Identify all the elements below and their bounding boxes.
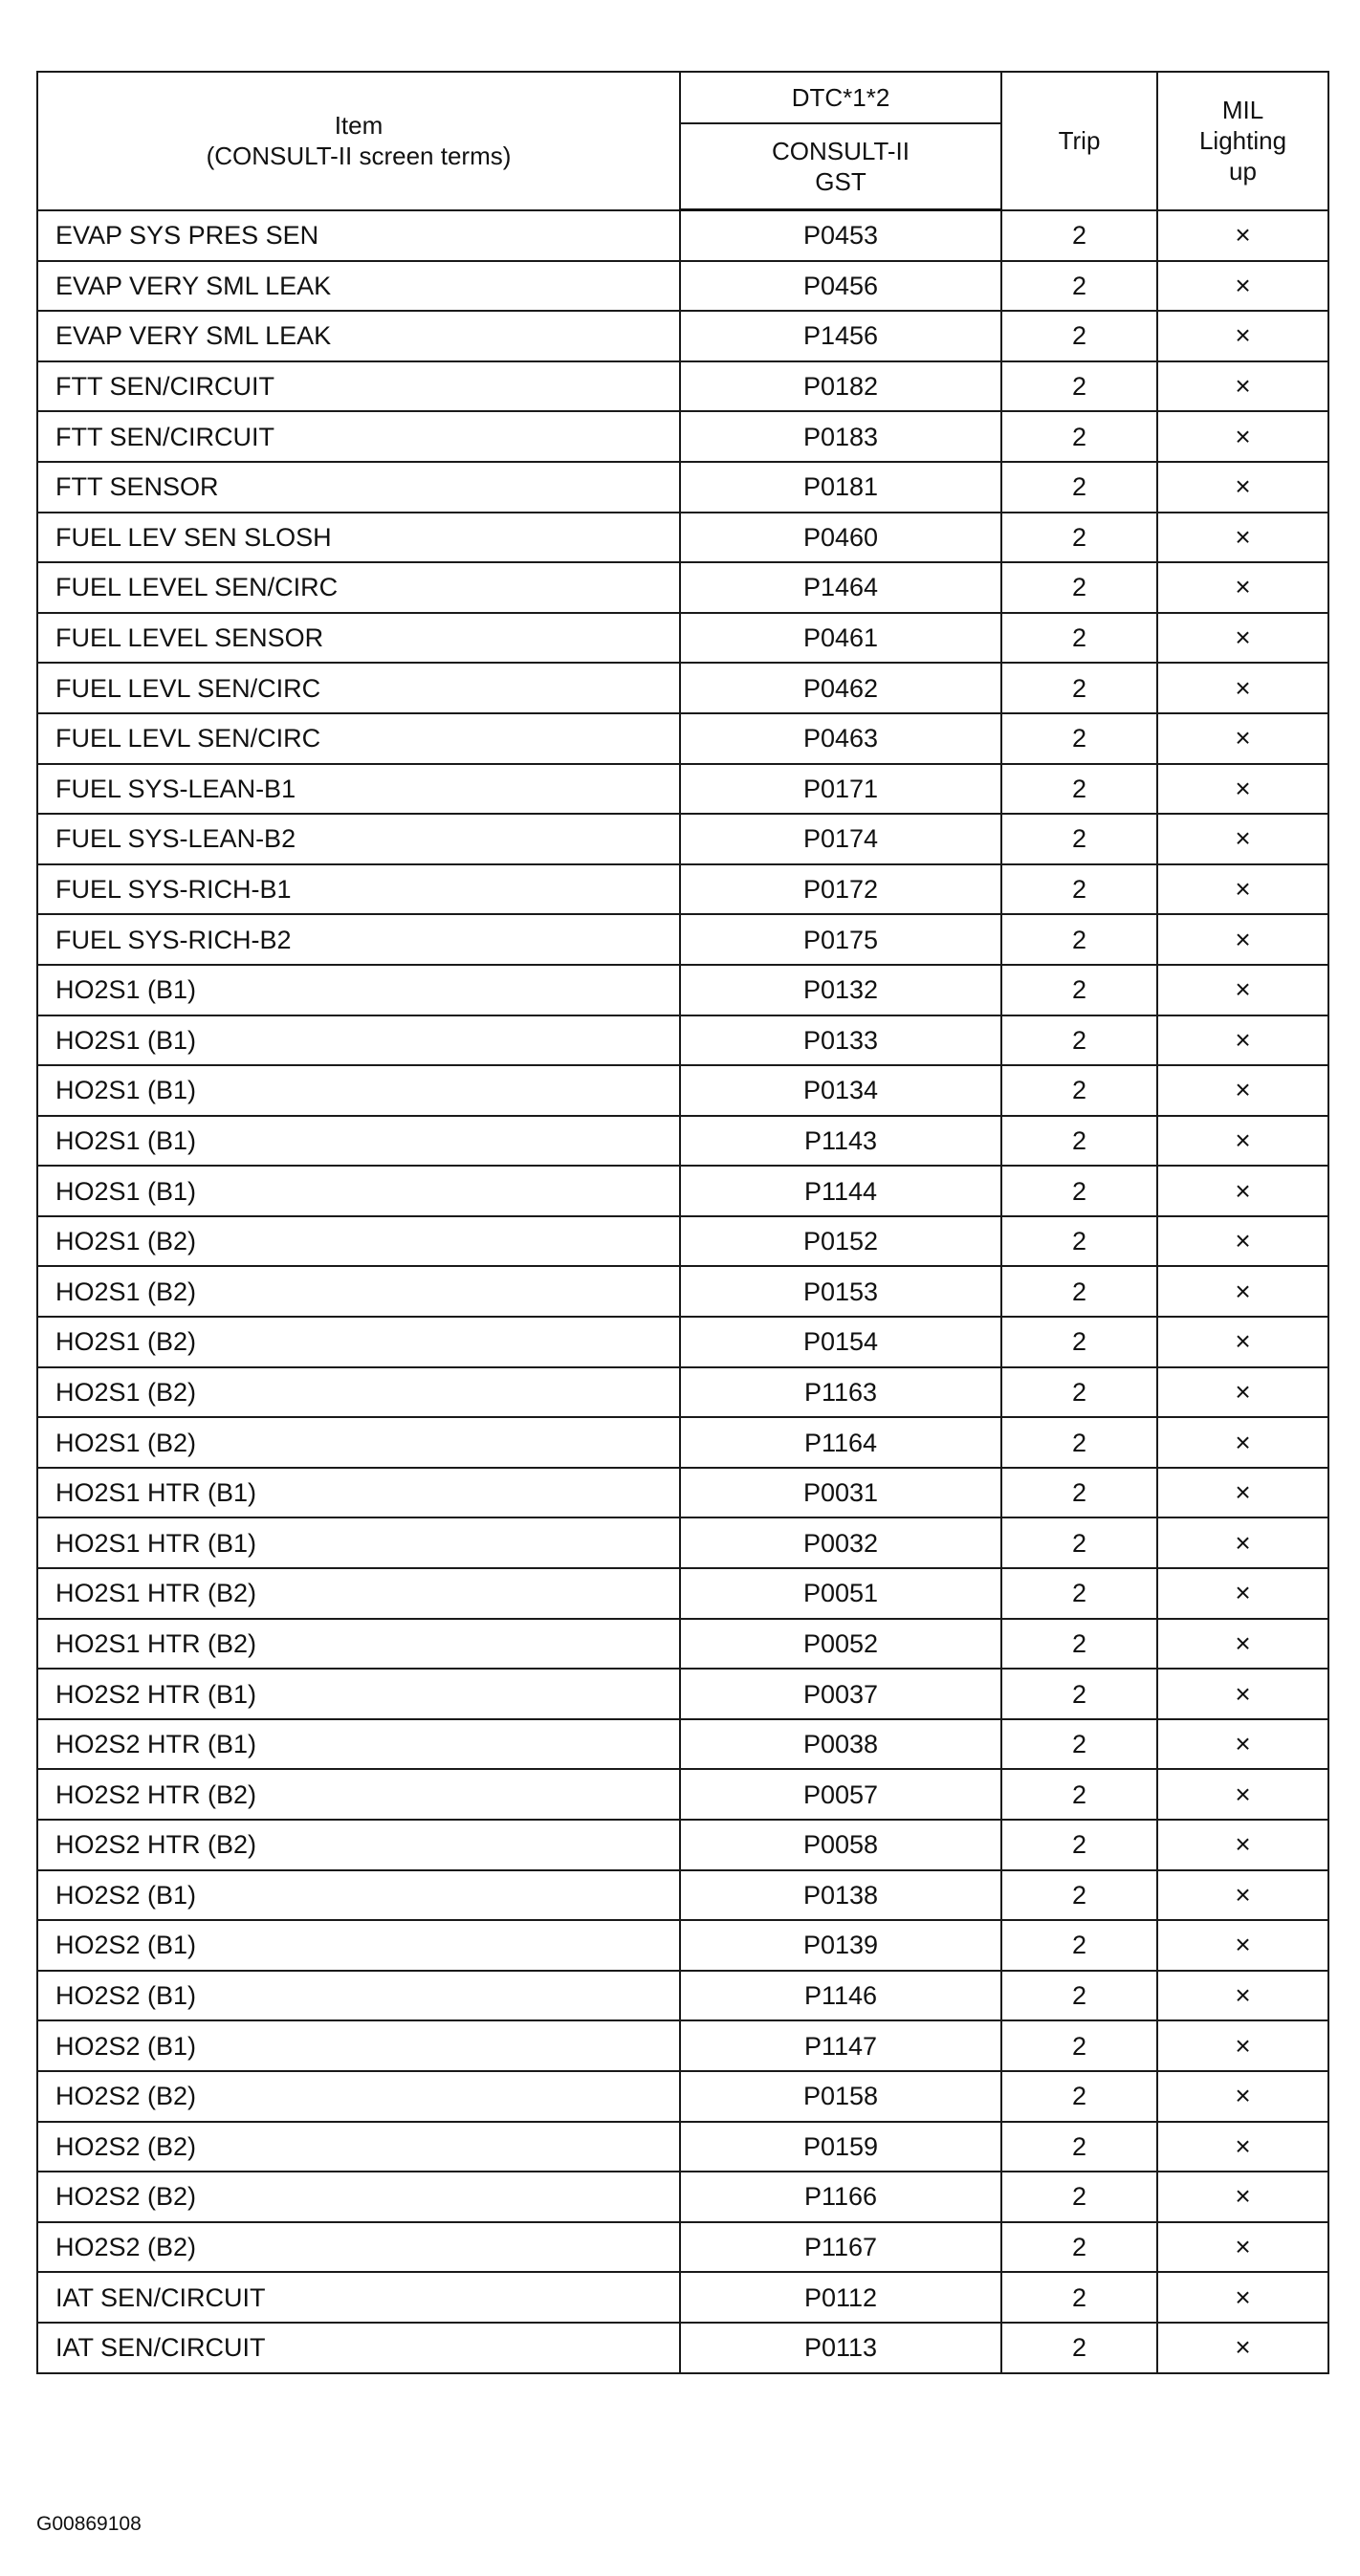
mil-cell: ×: [1157, 1266, 1328, 1317]
mil-cell: ×: [1157, 864, 1328, 915]
dtc-code-cell: P1147: [680, 2020, 1001, 2071]
table-row: [37, 1116, 1328, 1167]
table-row: [37, 1920, 1328, 1971]
trip-cell: 2: [1001, 562, 1157, 613]
mil-cell: ×: [1157, 361, 1328, 412]
header-row-top: [37, 72, 1328, 123]
dtc-code-cell: P0057: [680, 1769, 1001, 1820]
trip-cell: 2: [1001, 2122, 1157, 2172]
mil-cell: ×: [1157, 2020, 1328, 2071]
table-row: [37, 764, 1328, 815]
table-row: [37, 210, 1328, 261]
dtc-code-cell: P0058: [680, 1820, 1001, 1870]
item-cell: HO2S1 (B2): [37, 1317, 680, 1367]
table-row: [37, 1417, 1328, 1468]
trip-cell: 2: [1001, 2071, 1157, 2122]
trip-cell: 2: [1001, 914, 1157, 965]
trip-cell: 2: [1001, 1719, 1157, 1770]
dtc-code-cell: P0138: [680, 1870, 1001, 1921]
mil-cell: ×: [1157, 411, 1328, 462]
item-cell: HO2S1 (B2): [37, 1367, 680, 1418]
item-cell: FUEL SYS-RICH-B1: [37, 864, 680, 915]
table-header: [37, 72, 1328, 210]
table-body: [37, 210, 1328, 2373]
trip-cell: 2: [1001, 1216, 1157, 1267]
table-row: [37, 1619, 1328, 1670]
dtc-code-cell: P0461: [680, 613, 1001, 664]
trip-cell: 2: [1001, 613, 1157, 664]
item-cell: IAT SEN/CIRCUIT: [37, 2323, 680, 2373]
item-header-subtitle: (CONSULT-II screen terms): [206, 142, 512, 171]
dtc-code-cell: P0032: [680, 1517, 1001, 1568]
item-column-header: [37, 72, 680, 210]
trip-cell: 2: [1001, 210, 1157, 261]
dtc-column-header: DTC*1*2: [680, 72, 1001, 123]
mil-cell: ×: [1157, 2222, 1328, 2273]
dtc-code-cell: P0113: [680, 2323, 1001, 2373]
trip-cell: 2: [1001, 1367, 1157, 1418]
trip-cell: 2: [1001, 764, 1157, 815]
item-cell: FTT SEN/CIRCUIT: [37, 361, 680, 412]
table-row: [37, 1517, 1328, 1568]
trip-cell: 2: [1001, 1116, 1157, 1167]
dtc-code-cell: P0453: [680, 210, 1001, 261]
table-row: [37, 562, 1328, 613]
item-cell: HO2S2 (B1): [37, 2020, 680, 2071]
item-cell: HO2S1 (B1): [37, 1116, 680, 1167]
mil-cell: ×: [1157, 764, 1328, 815]
trip-cell: 2: [1001, 2272, 1157, 2323]
mil-cell: ×: [1157, 210, 1328, 261]
mil-cell: ×: [1157, 1719, 1328, 1770]
table-row: [37, 1367, 1328, 1418]
mil-cell: ×: [1157, 462, 1328, 513]
item-cell: HO2S1 (B1): [37, 1015, 680, 1066]
trip-cell: 2: [1001, 1266, 1157, 1317]
mil-column-header: [1157, 72, 1328, 210]
item-cell: EVAP SYS PRES SEN: [37, 210, 680, 261]
mil-cell: ×: [1157, 1820, 1328, 1870]
item-cell: HO2S2 HTR (B1): [37, 1669, 680, 1719]
mil-cell: ×: [1157, 1116, 1328, 1167]
table-row: [37, 462, 1328, 513]
dtc-code-cell: P0037: [680, 1669, 1001, 1719]
table-row: [37, 2020, 1328, 2071]
dtc-code-cell: P1163: [680, 1367, 1001, 1418]
mil-header-line3: up: [1229, 157, 1257, 186]
mil-header-line1: MIL: [1221, 96, 1264, 125]
item-cell: HO2S2 (B2): [37, 2122, 680, 2172]
mil-cell: ×: [1157, 2122, 1328, 2172]
table-row: [37, 864, 1328, 915]
trip-cell: 2: [1001, 1468, 1157, 1518]
mil-cell: ×: [1157, 613, 1328, 664]
item-cell: FUEL LEV SEN SLOSH: [37, 513, 680, 563]
mil-cell: ×: [1157, 1517, 1328, 1568]
mil-header-line2: Lighting: [1198, 126, 1287, 156]
item-cell: HO2S2 HTR (B2): [37, 1820, 680, 1870]
mil-cell: ×: [1157, 1769, 1328, 1820]
dtc-code-cell: P0154: [680, 1317, 1001, 1367]
dtc-code-cell: P1167: [680, 2222, 1001, 2273]
dtc-code-cell: P0152: [680, 1216, 1001, 1267]
dtc-code-cell: P1144: [680, 1166, 1001, 1216]
dtc-code-cell: P0182: [680, 361, 1001, 412]
mil-cell: ×: [1157, 1971, 1328, 2021]
table-row: [37, 361, 1328, 412]
table-row: [37, 663, 1328, 713]
trip-cell: 2: [1001, 713, 1157, 764]
table-row: [37, 1870, 1328, 1921]
table-row: [37, 1216, 1328, 1267]
dtc-code-cell: P0133: [680, 1015, 1001, 1066]
table-row: [37, 814, 1328, 864]
trip-cell: 2: [1001, 965, 1157, 1015]
item-cell: FUEL SYS-LEAN-B1: [37, 764, 680, 815]
item-cell: HO2S2 (B2): [37, 2172, 680, 2222]
dtc-code-cell: P0175: [680, 914, 1001, 965]
dtc-table: [36, 71, 1329, 2374]
table-row: [37, 1568, 1328, 1619]
mil-cell: ×: [1157, 261, 1328, 312]
table-row: [37, 914, 1328, 965]
trip-cell: 2: [1001, 2020, 1157, 2071]
mil-cell: ×: [1157, 1568, 1328, 1619]
consult-header-line2: GST: [815, 167, 866, 196]
trip-cell: 2: [1001, 1619, 1157, 1670]
mil-cell: ×: [1157, 914, 1328, 965]
mil-cell: ×: [1157, 814, 1328, 864]
mil-cell: ×: [1157, 1166, 1328, 1216]
item-cell: HO2S2 HTR (B1): [37, 1719, 680, 1770]
item-cell: HO2S1 HTR (B2): [37, 1568, 680, 1619]
trip-cell: 2: [1001, 1971, 1157, 2021]
trip-cell: 2: [1001, 1769, 1157, 1820]
dtc-code-cell: P0031: [680, 1468, 1001, 1518]
mil-cell: ×: [1157, 965, 1328, 1015]
trip-cell: 2: [1001, 462, 1157, 513]
dtc-code-cell: P0460: [680, 513, 1001, 563]
item-cell: FUEL LEVL SEN/CIRC: [37, 663, 680, 713]
trip-cell: 2: [1001, 2323, 1157, 2373]
table-row: [37, 1317, 1328, 1367]
table-row: [37, 1266, 1328, 1317]
dtc-code-cell: P1146: [680, 1971, 1001, 2021]
consult-gst-column-header: [680, 123, 1001, 210]
trip-cell: 2: [1001, 1166, 1157, 1216]
mil-cell: ×: [1157, 1317, 1328, 1367]
trip-cell: 2: [1001, 361, 1157, 412]
dtc-code-cell: P0456: [680, 261, 1001, 312]
table-row: [37, 1468, 1328, 1518]
dtc-code-cell: P0171: [680, 764, 1001, 815]
table-row: [37, 2071, 1328, 2122]
table-row: [37, 1015, 1328, 1066]
trip-cell: 2: [1001, 311, 1157, 361]
item-cell: HO2S2 (B1): [37, 1971, 680, 2021]
mil-cell: ×: [1157, 1367, 1328, 1418]
dtc-code-cell: P0463: [680, 713, 1001, 764]
table-row: [37, 613, 1328, 664]
mil-cell: ×: [1157, 513, 1328, 563]
item-cell: HO2S1 (B1): [37, 965, 680, 1015]
item-cell: HO2S1 (B2): [37, 1266, 680, 1317]
table-row: [37, 965, 1328, 1015]
dtc-code-cell: P1143: [680, 1116, 1001, 1167]
dtc-code-cell: P0183: [680, 411, 1001, 462]
dtc-code-cell: P1164: [680, 1417, 1001, 1468]
mil-cell: ×: [1157, 1920, 1328, 1971]
table-row: [37, 2172, 1328, 2222]
mil-cell: ×: [1157, 663, 1328, 713]
item-cell: HO2S1 (B2): [37, 1216, 680, 1267]
table-row: [37, 713, 1328, 764]
item-cell: HO2S1 HTR (B1): [37, 1468, 680, 1518]
item-cell: HO2S1 (B2): [37, 1417, 680, 1468]
trip-cell: 2: [1001, 1568, 1157, 1619]
trip-cell: 2: [1001, 1065, 1157, 1116]
trip-cell: 2: [1001, 411, 1157, 462]
item-cell: HO2S1 HTR (B1): [37, 1517, 680, 1568]
item-cell: FUEL SYS-LEAN-B2: [37, 814, 680, 864]
mil-cell: ×: [1157, 562, 1328, 613]
item-header-title: Item: [334, 111, 384, 141]
trip-cell: 2: [1001, 261, 1157, 312]
mil-cell: ×: [1157, 1870, 1328, 1921]
mil-cell: ×: [1157, 2071, 1328, 2122]
dtc-code-cell: P0153: [680, 1266, 1001, 1317]
item-cell: FUEL LEVEL SENSOR: [37, 613, 680, 664]
mil-cell: ×: [1157, 2172, 1328, 2222]
mil-cell: ×: [1157, 1417, 1328, 1468]
table-row: [37, 311, 1328, 361]
dtc-code-cell: P0181: [680, 462, 1001, 513]
item-cell: HO2S2 (B1): [37, 1920, 680, 1971]
item-cell: FTT SENSOR: [37, 462, 680, 513]
dtc-code-cell: P0052: [680, 1619, 1001, 1670]
table-row: [37, 1065, 1328, 1116]
table-row: [37, 1820, 1328, 1870]
item-cell: FUEL LEVEL SEN/CIRC: [37, 562, 680, 613]
mil-cell: ×: [1157, 713, 1328, 764]
trip-cell: 2: [1001, 513, 1157, 563]
trip-cell: 2: [1001, 1417, 1157, 1468]
dtc-code-cell: P0158: [680, 2071, 1001, 2122]
table-row: [37, 1769, 1328, 1820]
item-cell: FTT SEN/CIRCUIT: [37, 411, 680, 462]
table-row: [37, 1669, 1328, 1719]
dtc-code-cell: P0134: [680, 1065, 1001, 1116]
table-row: [37, 1971, 1328, 2021]
trip-cell: 2: [1001, 1517, 1157, 1568]
item-cell: FUEL SYS-RICH-B2: [37, 914, 680, 965]
trip-cell: 2: [1001, 1317, 1157, 1367]
trip-cell: 2: [1001, 814, 1157, 864]
trip-cell: 2: [1001, 1669, 1157, 1719]
item-cell: IAT SEN/CIRCUIT: [37, 2272, 680, 2323]
item-cell: HO2S2 (B2): [37, 2071, 680, 2122]
item-cell: FUEL LEVL SEN/CIRC: [37, 713, 680, 764]
mil-cell: ×: [1157, 1015, 1328, 1066]
trip-cell: 2: [1001, 864, 1157, 915]
mil-cell: ×: [1157, 2323, 1328, 2373]
trip-cell: 2: [1001, 1015, 1157, 1066]
item-cell: EVAP VERY SML LEAK: [37, 261, 680, 312]
trip-cell: 2: [1001, 1920, 1157, 1971]
trip-cell: 2: [1001, 1820, 1157, 1870]
table-row: [37, 2323, 1328, 2373]
consult-header-line1: CONSULT-II: [772, 137, 910, 165]
item-cell: HO2S2 HTR (B2): [37, 1769, 680, 1820]
table-row: [37, 1719, 1328, 1770]
table-row: [37, 2222, 1328, 2273]
mil-cell: ×: [1157, 1065, 1328, 1116]
mil-cell: ×: [1157, 1669, 1328, 1719]
mil-cell: ×: [1157, 1216, 1328, 1267]
trip-column-header: Trip: [1001, 72, 1157, 210]
mil-cell: ×: [1157, 1468, 1328, 1518]
table-row: [37, 2272, 1328, 2323]
item-cell: HO2S1 HTR (B2): [37, 1619, 680, 1670]
table-row: [37, 261, 1328, 312]
trip-cell: 2: [1001, 1870, 1157, 1921]
table-row: [37, 513, 1328, 563]
dtc-code-cell: P0159: [680, 2122, 1001, 2172]
mil-cell: ×: [1157, 1619, 1328, 1670]
mil-cell: ×: [1157, 2272, 1328, 2323]
item-cell: HO2S2 (B1): [37, 1870, 680, 1921]
mil-cell: ×: [1157, 311, 1328, 361]
figure-id-caption: G00869108: [36, 2513, 142, 2535]
dtc-code-cell: P0051: [680, 1568, 1001, 1619]
dtc-code-cell: P0112: [680, 2272, 1001, 2323]
dtc-code-cell: P1456: [680, 311, 1001, 361]
item-cell: HO2S2 (B2): [37, 2222, 680, 2273]
dtc-code-cell: P0132: [680, 965, 1001, 1015]
dtc-code-cell: P0038: [680, 1719, 1001, 1770]
table-row: [37, 411, 1328, 462]
dtc-code-cell: P0172: [680, 864, 1001, 915]
dtc-code-cell: P1166: [680, 2172, 1001, 2222]
trip-cell: 2: [1001, 663, 1157, 713]
item-cell: EVAP VERY SML LEAK: [37, 311, 680, 361]
dtc-code-cell: P0462: [680, 663, 1001, 713]
trip-cell: 2: [1001, 2172, 1157, 2222]
item-cell: HO2S1 (B1): [37, 1065, 680, 1116]
dtc-code-cell: P0139: [680, 1920, 1001, 1971]
dtc-code-cell: P0174: [680, 814, 1001, 864]
table-row: [37, 1166, 1328, 1216]
trip-cell: 2: [1001, 2222, 1157, 2273]
item-cell: HO2S1 (B1): [37, 1166, 680, 1216]
dtc-code-cell: P1464: [680, 562, 1001, 613]
table-row: [37, 2122, 1328, 2172]
